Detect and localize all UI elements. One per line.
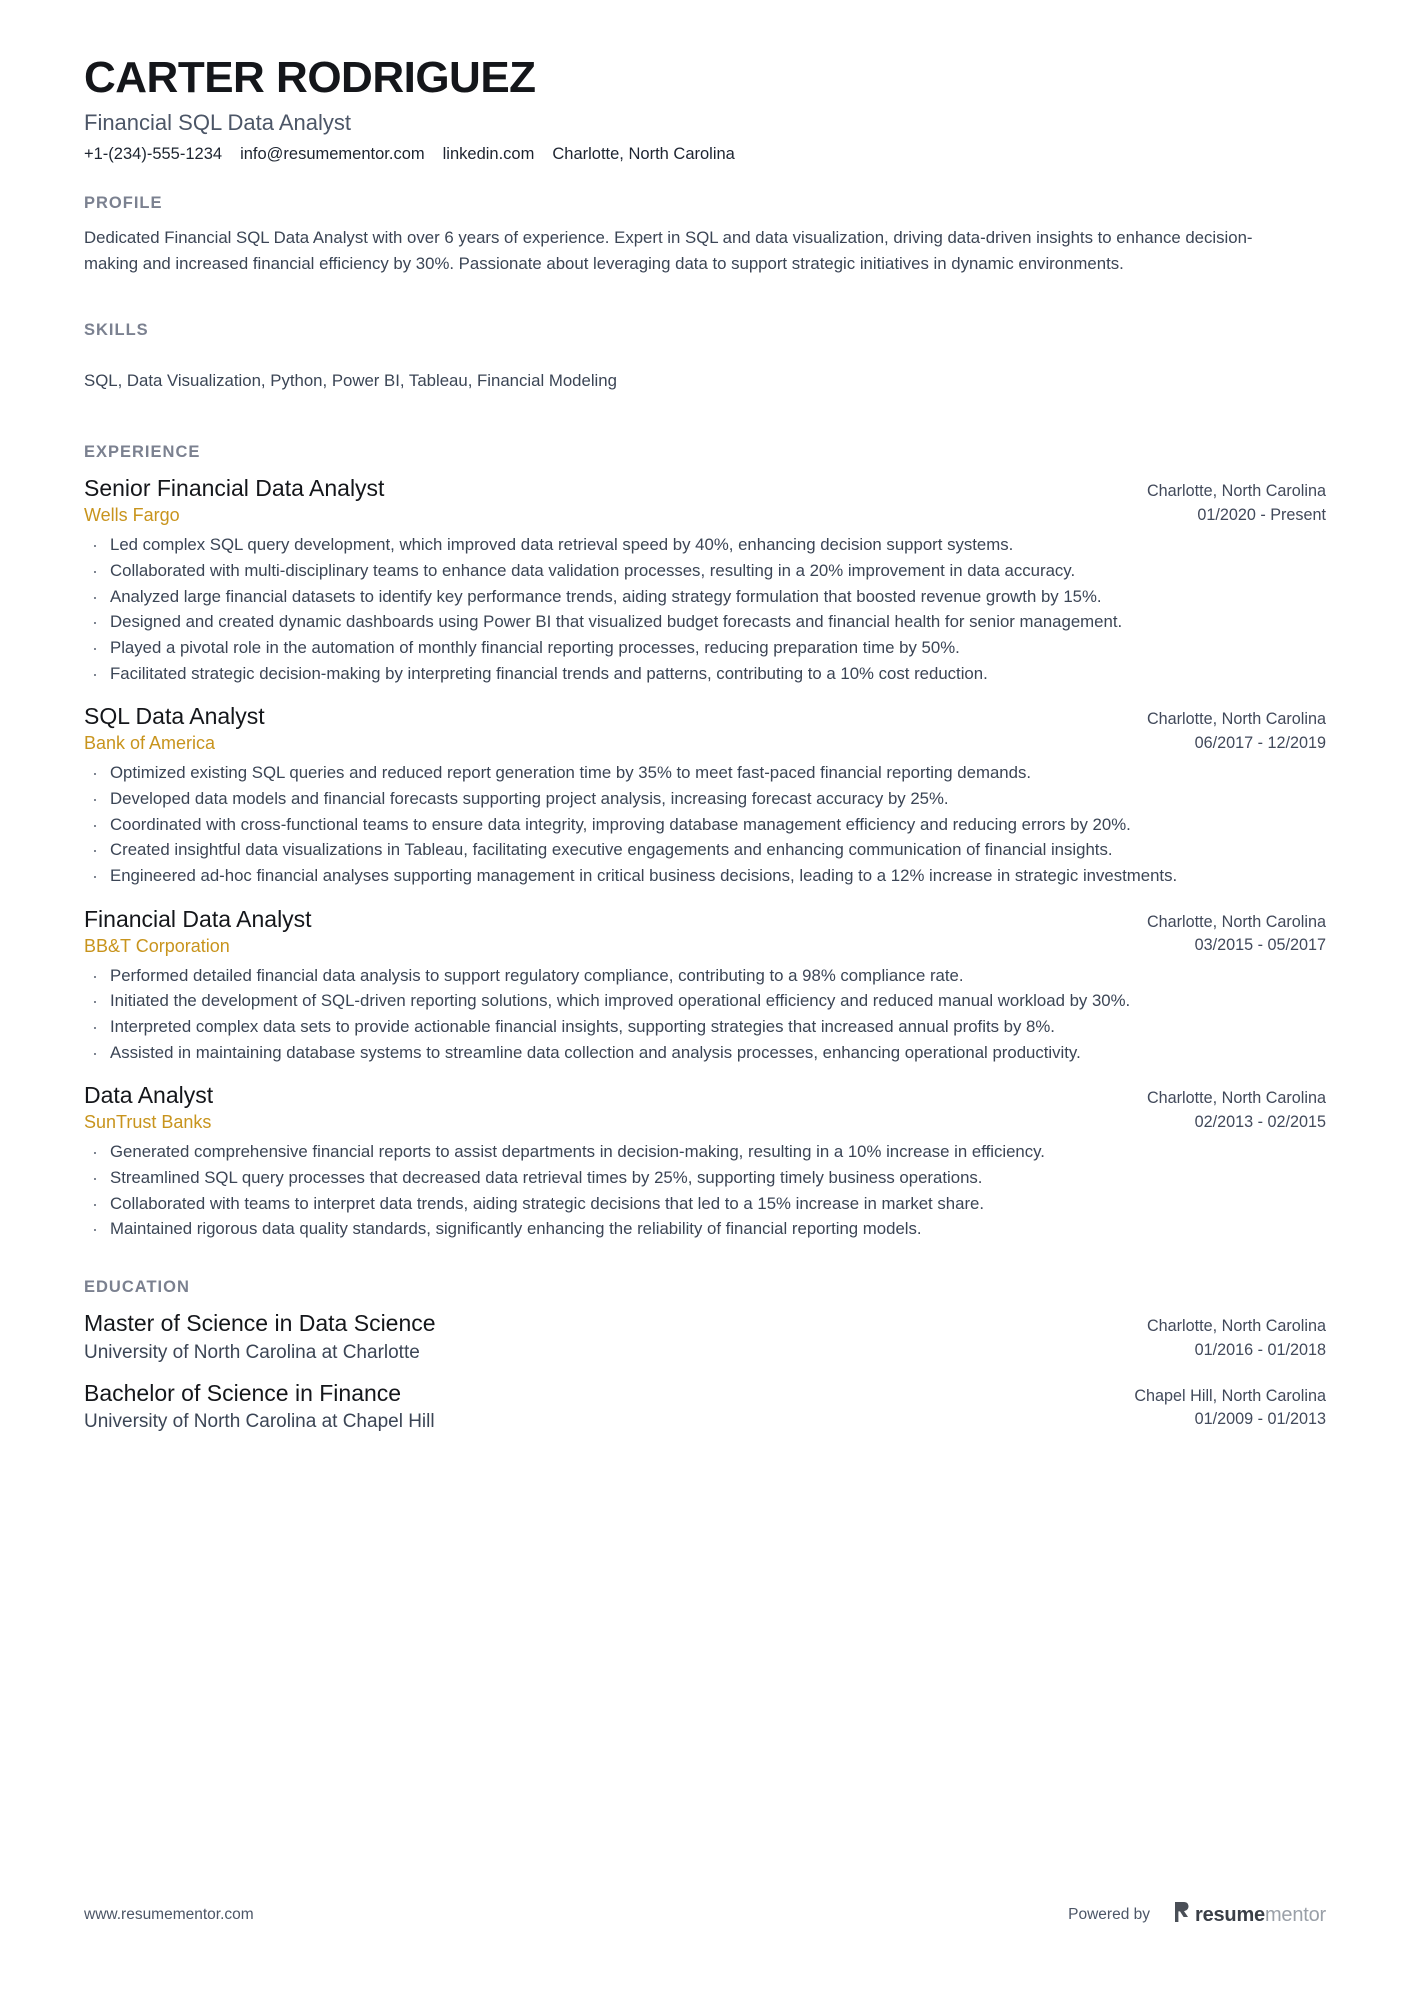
education-location: Charlotte, North Carolina	[1146, 1317, 1326, 1336]
experience-bullet-list	[84, 761, 1326, 888]
experience-bullet: · Created insightful data visualizations in Tableau, facilitating executive engagements and enhancing communication of financial insights.	[84, 838, 1326, 863]
experience-job-title: Data Analyst	[84, 1082, 214, 1109]
experience-bullet: · Analyzed large financial datasets to identify key performance trends, aiding strategy formulation that boosted revenue growth by 15%.	[84, 585, 1326, 610]
experience-bullet-list	[84, 1140, 1326, 1242]
resume-header	[84, 54, 1326, 164]
contact-line	[84, 145, 1326, 164]
footer-branding	[1068, 1901, 1326, 1929]
education-entry-header	[84, 1379, 1326, 1434]
experience-dates: 01/2020 - Present	[1197, 505, 1326, 524]
brand-text	[1195, 1904, 1326, 1927]
education-entry-list	[84, 1309, 1326, 1434]
experience-entry-left	[84, 905, 1123, 958]
education-degree: Master of Science in Data Science	[84, 1310, 436, 1337]
experience-entry-left	[84, 474, 1123, 527]
experience-entry-meta	[1123, 905, 1326, 958]
experience-bullet: · Engineered ad-hoc financial analyses supporting management in critical business decisions, leading to a 12% increase in strategic investments.	[84, 864, 1326, 889]
experience-bullet-list	[84, 964, 1326, 1066]
contact-phone: +1-(234)-555-1234	[84, 144, 223, 163]
education-entry-left	[84, 1309, 1123, 1364]
experience-location: Charlotte, North Carolina	[1146, 710, 1326, 729]
section-title-profile: PROFILE	[84, 193, 163, 212]
candidate-name: CARTER RODRIGUEZ	[84, 53, 536, 102]
skills-section	[84, 321, 1326, 393]
experience-bullet: · Assisted in maintaining database systems to streamline data collection and analysis processes, enhancing operational productivity.	[84, 1041, 1326, 1066]
experience-entry-meta	[1123, 1081, 1326, 1134]
experience-company-name: Wells Fargo	[84, 505, 180, 526]
experience-bullet: · Interpreted complex data sets to provide actionable financial insights, supporting strategies that increased annual profits by 8%.	[84, 1015, 1326, 1040]
experience-entry-header	[84, 702, 1326, 755]
education-location: Chapel Hill, North Carolina	[1134, 1386, 1326, 1405]
section-title-experience: EXPERIENCE	[84, 443, 201, 462]
experience-bullet: · Initiated the development of SQL-driven reporting solutions, which improved operational efficiency and reduced manual workload by 30%.	[84, 989, 1326, 1014]
experience-bullet: · Developed data models and financial forecasts supporting project analysis, increasing forecast accuracy by 25%.	[84, 787, 1326, 812]
page-footer	[84, 1901, 1326, 1929]
education-entry-left	[84, 1379, 1110, 1434]
experience-location: Charlotte, North Carolina	[1146, 482, 1326, 501]
footer-website[interactable]: www.resumementor.com	[84, 1906, 254, 1923]
experience-bullet: · Led complex SQL query development, which improved data retrieval speed by 40%, enhancing decision support systems.	[84, 533, 1326, 558]
experience-job-title: Financial Data Analyst	[84, 905, 312, 932]
education-entry	[84, 1379, 1326, 1434]
profile-text: Dedicated Financial SQL Data Analyst with over 6 years of experience. Expert in SQL and data visualization, driving data-driven insights to enhance decision-making and increased financial efficiency by 30%. Passionate about leveraging data to support strategic initiatives in dynamic environments.	[84, 227, 1253, 273]
profile-section	[84, 194, 1326, 277]
experience-job-title: SQL Data Analyst	[84, 703, 265, 730]
education-entry	[84, 1309, 1326, 1364]
experience-bullet: · Collaborated with teams to interpret data trends, aiding strategic decisions that led to a 15% increase in market share.	[84, 1192, 1326, 1217]
education-dates: 01/2016 - 01/2018	[1194, 1340, 1326, 1359]
experience-bullet: · Coordinated with cross-functional teams to ensure data integrity, improving database management efficiency and reducing errors by 20%.	[84, 813, 1326, 838]
experience-bullet-list	[84, 533, 1326, 686]
experience-company-name: Bank of America	[84, 733, 216, 754]
education-school: University of North Carolina at Charlotte	[84, 1341, 420, 1363]
experience-bullet: · Generated comprehensive financial reports to assist departments in decision-making, resulting in a 10% increase in efficiency.	[84, 1140, 1326, 1165]
powered-by-label: Powered by	[1068, 1906, 1150, 1923]
experience-dates: 02/2013 - 02/2015	[1194, 1112, 1326, 1131]
experience-entry-header	[84, 474, 1326, 527]
skills-list: SQL, Data Visualization, Python, Power BI, Tableau, Financial Modeling	[84, 370, 617, 390]
contact-email[interactable]: info@resumementor.com	[240, 144, 425, 163]
brand-text-bold: resume	[1195, 1903, 1265, 1926]
experience-entry-list	[84, 474, 1326, 1242]
experience-entry	[84, 702, 1326, 888]
experience-location: Charlotte, North Carolina	[1146, 912, 1326, 931]
experience-bullet: · Optimized existing SQL queries and reduced report generation time by 35% to meet fast-paced financial reporting demands.	[84, 761, 1326, 786]
experience-bullet: · Designed and created dynamic dashboards using Power BI that visualized budget forecasts and financial health for senior management.	[84, 610, 1326, 635]
experience-entry-meta	[1123, 702, 1326, 755]
education-entry-meta	[1110, 1379, 1326, 1432]
contact-location: Charlotte, North Carolina	[552, 144, 735, 163]
education-school: University of North Carolina at Chapel Hill	[84, 1411, 435, 1433]
experience-dates: 06/2017 - 12/2019	[1194, 733, 1326, 752]
resumementor-mark-icon	[1172, 1901, 1189, 1929]
experience-entry-left	[84, 1081, 1123, 1134]
education-section	[84, 1278, 1326, 1434]
experience-section	[84, 443, 1326, 1242]
experience-bullet: · Facilitated strategic decision-making by interpreting financial trends and patterns, contributing to a 10% cost reduction.	[84, 662, 1326, 687]
experience-bullet: · Played a pivotal role in the automation of monthly financial reporting processes, reducing preparation time by 50%.	[84, 636, 1326, 661]
experience-company-name: BB&T Corporation	[84, 935, 230, 956]
experience-entry-left	[84, 702, 1123, 755]
experience-entry-meta	[1123, 474, 1326, 527]
experience-entry-header	[84, 905, 1326, 958]
experience-entry	[84, 905, 1326, 1066]
section-title-education: EDUCATION	[84, 1278, 190, 1297]
education-dates: 01/2009 - 01/2013	[1194, 1410, 1326, 1429]
education-entry-meta	[1123, 1309, 1326, 1362]
brand-text-light: mentor	[1264, 1903, 1326, 1926]
candidate-headline: Financial SQL Data Analyst	[84, 109, 351, 135]
education-degree: Bachelor of Science in Finance	[84, 1379, 402, 1406]
experience-location: Charlotte, North Carolina	[1146, 1089, 1326, 1108]
contact-linkedin[interactable]: linkedin.com	[442, 144, 535, 163]
experience-entry-header	[84, 1081, 1326, 1134]
section-title-skills: SKILLS	[84, 320, 149, 339]
experience-bullet: · Streamlined SQL query processes that decreased data retrieval times by 25%, supporting timely business operations.	[84, 1166, 1326, 1191]
experience-company-name: SunTrust Banks	[84, 1112, 212, 1133]
experience-bullet: · Performed detailed financial data analysis to support regulatory compliance, contributing to a 98% compliance rate.	[84, 964, 1326, 989]
experience-entry	[84, 1081, 1326, 1242]
experience-dates: 03/2015 - 05/2017	[1194, 936, 1326, 955]
experience-job-title: Senior Financial Data Analyst	[84, 475, 385, 502]
education-entry-header	[84, 1309, 1326, 1364]
experience-entry	[84, 474, 1326, 686]
experience-bullet: · Maintained rigorous data quality standards, significantly enhancing the reliability of financial reporting models.	[84, 1217, 1326, 1242]
experience-bullet: · Collaborated with multi-disciplinary teams to enhance data validation processes, resulting in a 20% improvement in data accuracy.	[84, 559, 1326, 584]
resumementor-logo[interactable]	[1172, 1901, 1326, 1929]
